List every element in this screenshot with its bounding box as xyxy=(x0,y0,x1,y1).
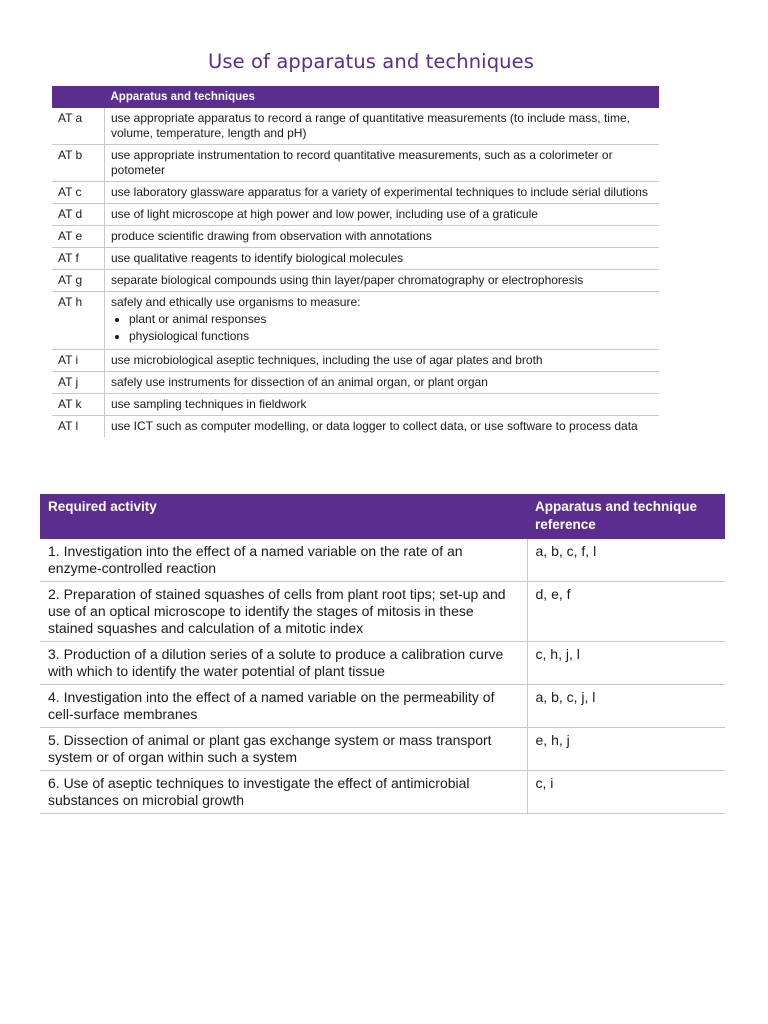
technique-description: use laboratory glassware apparatus for a variety of experimental techniques to include serial dilutions xyxy=(111,185,648,199)
technique-description: use of light microscope at high power and low power, including use of a graticule xyxy=(111,207,538,221)
reference-header: Apparatus and technique reference xyxy=(527,494,725,539)
technique-code: AT g xyxy=(52,270,105,292)
technique-code: AT a xyxy=(52,108,105,145)
technique-description: use sampling techniques in fieldwork xyxy=(111,397,307,411)
technique-code: AT l xyxy=(52,416,105,438)
technique-code: AT h xyxy=(52,292,105,350)
table-row xyxy=(40,582,725,642)
technique-description: separate biological compounds using thin layer/paper chromatography or electrophoresis xyxy=(111,273,584,287)
activity-description: 3. Production of a dilution series of a solute to produce a calibration curve with which to identify the water potential of plant tissue xyxy=(40,642,527,685)
activity-description: 2. Preparation of stained squashes of cells from plant root tips; set-up and use of an optical microscope to identify the stages of mitosis in these stained squashes and calculation of a mitotic index xyxy=(40,582,527,642)
apparatus-column-header: Apparatus and techniques xyxy=(105,86,660,108)
table-row xyxy=(52,372,659,394)
bullet-item: • plant or animal responses xyxy=(129,312,653,327)
table-row xyxy=(40,685,725,728)
activity-description: 6. Use of aseptic techniques to investigate the effect of antimicrobial substances on microbial growth xyxy=(40,771,527,814)
technique-reference: e, h, j xyxy=(527,728,725,771)
technique-description-cell xyxy=(105,204,660,226)
table-row xyxy=(52,108,659,145)
required-activity-table xyxy=(40,494,725,814)
bullet-list xyxy=(111,312,653,344)
table-header-row xyxy=(52,86,659,108)
table-row xyxy=(52,182,659,204)
apparatus-techniques-table xyxy=(52,86,659,437)
technique-description: use appropriate apparatus to record a range of quantitative measurements (to include mass, time, volume, temperature, length and pH) xyxy=(111,111,630,140)
apparatus-table-body xyxy=(52,108,659,437)
technique-description: use microbiological aseptic techniques, including the use of agar plates and broth xyxy=(111,353,543,367)
table-header-row xyxy=(40,494,725,539)
technique-code: AT c xyxy=(52,182,105,204)
technique-code: AT j xyxy=(52,372,105,394)
technique-description-cell xyxy=(105,292,660,350)
technique-reference: d, e, f xyxy=(527,582,725,642)
technique-reference: a, b, c, f, l xyxy=(527,539,725,582)
technique-description-cell xyxy=(105,394,660,416)
table-row xyxy=(52,350,659,372)
technique-code: AT i xyxy=(52,350,105,372)
technique-description-cell xyxy=(105,350,660,372)
technique-description: use appropriate instrumentation to record quantitative measurements, such as a colorimeter or potometer xyxy=(111,148,613,177)
bullet-item: • physiological functions xyxy=(129,329,653,344)
table-row xyxy=(52,292,659,350)
required-activity-header: Required activity xyxy=(40,494,527,539)
technique-description: safely use instruments for dissection of an animal organ, or plant organ xyxy=(111,375,488,389)
activity-table-body xyxy=(40,539,725,814)
table-row xyxy=(40,728,725,771)
technique-code: AT e xyxy=(52,226,105,248)
activity-description: 5. Dissection of animal or plant gas exchange system or mass transport system or of organ within such a system xyxy=(40,728,527,771)
technique-description: safely and ethically use organisms to measure: xyxy=(111,295,361,309)
table-row xyxy=(40,539,725,582)
technique-description-cell xyxy=(105,108,660,145)
table-row xyxy=(52,394,659,416)
table-row xyxy=(52,416,659,438)
activity-description: 4. Investigation into the effect of a named variable on the permeability of cell-surface membranes xyxy=(40,685,527,728)
code-column-header xyxy=(52,86,105,108)
technique-description-cell xyxy=(105,416,660,438)
technique-description: use qualitative reagents to identify biological molecules xyxy=(111,251,404,265)
technique-description-cell xyxy=(105,226,660,248)
table-row xyxy=(52,248,659,270)
activity-description: 1. Investigation into the effect of a named variable on the rate of an enzyme-controlled reaction xyxy=(40,539,527,582)
table-row xyxy=(52,270,659,292)
page-title: Use of apparatus and techniques xyxy=(208,50,534,73)
technique-description: produce scientific drawing from observation with annotations xyxy=(111,229,432,243)
table-row xyxy=(52,204,659,226)
table-row xyxy=(40,771,725,814)
technique-description-cell xyxy=(105,372,660,394)
technique-reference: c, i xyxy=(527,771,725,814)
technique-code: AT f xyxy=(52,248,105,270)
technique-reference: c, h, j, l xyxy=(527,642,725,685)
technique-description-cell xyxy=(105,248,660,270)
table-row xyxy=(52,145,659,182)
technique-description-cell xyxy=(105,182,660,204)
technique-code: AT d xyxy=(52,204,105,226)
technique-description-cell xyxy=(105,270,660,292)
table-row xyxy=(40,642,725,685)
technique-description-cell xyxy=(105,145,660,182)
table-row xyxy=(52,226,659,248)
technique-code: AT b xyxy=(52,145,105,182)
technique-reference: a, b, c, j, l xyxy=(527,685,725,728)
technique-code: AT k xyxy=(52,394,105,416)
technique-description: use ICT such as computer modelling, or data logger to collect data, or use software to process data xyxy=(111,419,638,433)
